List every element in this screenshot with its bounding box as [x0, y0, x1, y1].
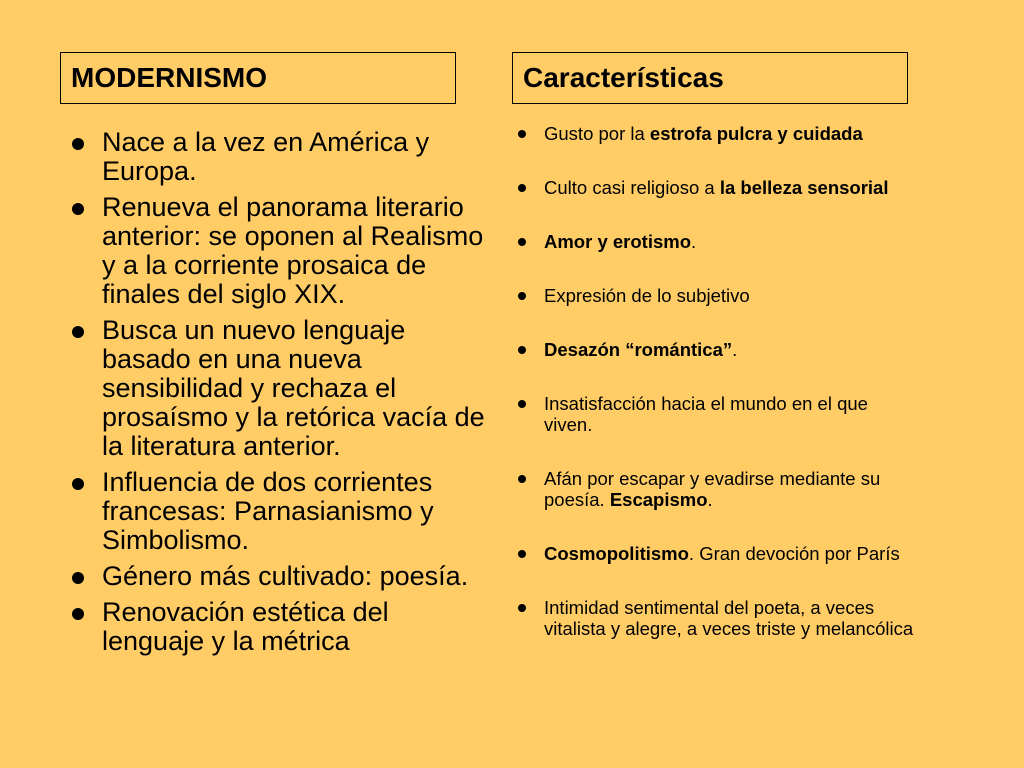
char-item-5	[514, 339, 914, 360]
char-text: Culto casi religioso a	[544, 177, 720, 198]
char-bold: Escapismo	[609, 489, 708, 510]
char-text: Intimidad sentimental del poeta, a veces vitalista y alegre, a veces triste y melancólica	[544, 597, 914, 639]
modernismo-item-1: Nace a la vez en América y Europa.	[70, 128, 490, 186]
modernismo-list	[70, 128, 490, 663]
caracteristicas-list	[514, 123, 914, 651]
char-item-3	[514, 231, 914, 252]
char-item-9	[514, 597, 914, 639]
modernismo-title-box	[60, 52, 456, 104]
char-text: Expresión de lo subjetivo	[544, 285, 750, 306]
char-bold: Desazón “romántica”	[544, 339, 733, 360]
char-text: .	[691, 231, 697, 252]
char-bold: la belleza sensorial	[719, 177, 889, 198]
char-text: .	[732, 339, 738, 360]
modernismo-item-2: Renueva el panorama literario anterior: se oponen al Realismo y a la corriente prosaica de finales del siglo XIX.	[70, 193, 490, 309]
char-text: .	[707, 489, 713, 510]
caracteristicas-title: Características	[523, 62, 724, 93]
char-item-8	[514, 543, 914, 564]
char-item-4	[514, 285, 914, 306]
char-item-1	[514, 123, 914, 144]
char-text: . Gran devoción por París	[688, 543, 900, 564]
char-text: Insatisfacción hacia el mundo en el que viven.	[544, 393, 868, 435]
modernismo-item-4: Influencia de dos corrientes francesas: Parnasianismo y Simbolismo.	[70, 468, 490, 555]
char-item-2	[514, 177, 914, 198]
modernismo-item-6: Renovación estética del lenguaje y la métrica	[70, 598, 490, 656]
char-text: Gusto por la	[544, 123, 650, 144]
char-bold: estrofa pulcra y cuidada	[649, 123, 863, 144]
modernismo-item-5: Género más cultivado: poesía.	[70, 562, 490, 591]
char-item-6	[514, 393, 914, 435]
char-bold: Amor y erotismo	[544, 231, 692, 252]
modernismo-item-3: Busca un nuevo lenguaje basado en una nueva sensibilidad y rechaza el prosaísmo y la retórica vacía de la literatura anterior.	[70, 316, 490, 461]
char-bold: Cosmopolitismo	[544, 543, 689, 564]
char-text: Afán por escapar y evadirse mediante su poesía.	[544, 468, 881, 510]
char-item-7	[514, 468, 914, 510]
modernismo-title: MODERNISMO	[71, 62, 267, 93]
caracteristicas-title-box	[512, 52, 908, 104]
